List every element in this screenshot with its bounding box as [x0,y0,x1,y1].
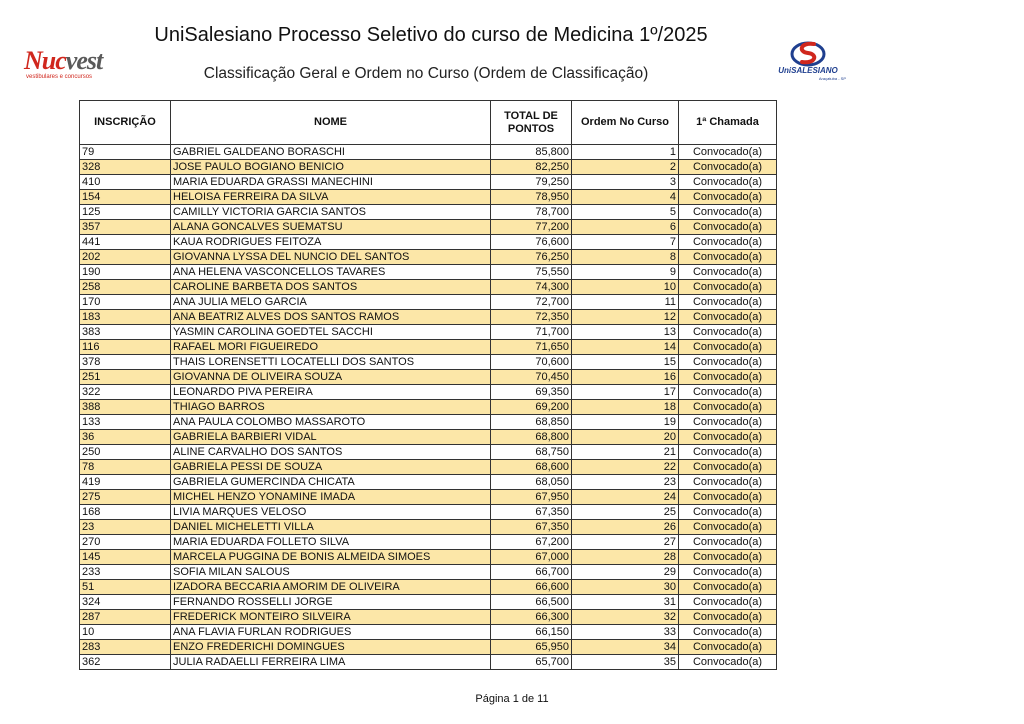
cell-ordem-curso: 2 [572,160,679,175]
column-header-ordem-curso: Ordem No Curso [572,101,679,145]
cell-total-pontos: 67,000 [491,550,572,565]
cell-chamada: Convocado(a) [679,610,777,625]
cell-inscricao: 125 [80,205,171,220]
table-row [80,220,777,235]
cell-chamada: Convocado(a) [679,655,777,670]
cell-nome: MARIA EDUARDA FOLLETO SILVA [171,535,491,550]
cell-chamada: Convocado(a) [679,250,777,265]
cell-ordem-curso: 14 [572,340,679,355]
cell-nome: GABRIELA BARBIERI VIDAL [171,430,491,445]
table-row [80,250,777,265]
cell-chamada: Convocado(a) [679,355,777,370]
cell-total-pontos: 75,550 [491,265,572,280]
cell-total-pontos: 76,250 [491,250,572,265]
cell-total-pontos: 66,600 [491,580,572,595]
cell-ordem-curso: 19 [572,415,679,430]
cell-nome: GIOVANNA DE OLIVEIRA SOUZA [171,370,491,385]
cell-inscricao: 23 [80,520,171,535]
cell-chamada: Convocado(a) [679,280,777,295]
cell-inscricao: 324 [80,595,171,610]
page-subtitle: Classificação Geral e Ordem no Curso (Ordem de Classificação) [203,65,649,82]
cell-nome: ALANA GONCALVES SUEMATSU [171,220,491,235]
table-row [80,310,777,325]
cell-ordem-curso: 30 [572,580,679,595]
cell-inscricao: 190 [80,265,171,280]
table-row [80,655,777,670]
cell-ordem-curso: 20 [572,430,679,445]
table-row [80,400,777,415]
cell-nome: HELOISA FERREIRA DA SILVA [171,190,491,205]
cell-total-pontos: 65,950 [491,640,572,655]
cell-chamada: Convocado(a) [679,265,777,280]
cell-inscricao: 410 [80,175,171,190]
cell-total-pontos: 76,600 [491,235,572,250]
cell-ordem-curso: 27 [572,535,679,550]
cell-inscricao: 441 [80,235,171,250]
cell-chamada: Convocado(a) [679,220,777,235]
cell-nome: GABRIELA GUMERCINDA CHICATA [171,475,491,490]
cell-nome: ALINE CARVALHO DOS SANTOS [171,445,491,460]
cell-chamada: Convocado(a) [679,580,777,595]
table-row [80,565,777,580]
cell-ordem-curso: 35 [572,655,679,670]
cell-nome: FERNANDO ROSSELLI JORGE [171,595,491,610]
cell-nome: MARIA EDUARDA GRASSI MANECHINI [171,175,491,190]
cell-inscricao: 145 [80,550,171,565]
cell-nome: JULIA RADAELLI FERREIRA LIMA [171,655,491,670]
cell-ordem-curso: 8 [572,250,679,265]
cell-nome: SOFIA MILAN SALOUS [171,565,491,580]
table-row [80,160,777,175]
logo-text-dark: vest [65,46,103,75]
cell-total-pontos: 65,700 [491,655,572,670]
cell-chamada: Convocado(a) [679,595,777,610]
cell-total-pontos: 68,800 [491,430,572,445]
logo-tagline: vestibulares e concursos [26,74,93,80]
table-row [80,475,777,490]
cell-inscricao: 287 [80,610,171,625]
cell-nome: FREDERICK MONTEIRO SILVEIRA [171,610,491,625]
table-row [80,175,777,190]
cell-chamada: Convocado(a) [679,400,777,415]
table-row [80,550,777,565]
cell-nome: IZADORA BECCARIA AMORIM DE OLIVEIRA [171,580,491,595]
cell-ordem-curso: 6 [572,220,679,235]
cell-inscricao: 283 [80,640,171,655]
cell-total-pontos: 82,250 [491,160,572,175]
cell-inscricao: 168 [80,505,171,520]
cell-inscricao: 270 [80,535,171,550]
cell-nome: ANA PAULA COLOMBO MASSAROTO [171,415,491,430]
cell-chamada: Convocado(a) [679,535,777,550]
cell-nome: MARCELA PUGGINA DE BONIS ALMEIDA SIMOES [171,550,491,565]
cell-ordem-curso: 12 [572,310,679,325]
cell-ordem-curso: 22 [572,460,679,475]
table-row [80,640,777,655]
cell-total-pontos: 72,350 [491,310,572,325]
cell-chamada: Convocado(a) [679,340,777,355]
cell-total-pontos: 66,300 [491,610,572,625]
cell-nome: THIAGO BARROS [171,400,491,415]
cell-nome: ANA BEATRIZ ALVES DOS SANTOS RAMOS [171,310,491,325]
cell-inscricao: 378 [80,355,171,370]
cell-chamada: Convocado(a) [679,460,777,475]
page-number: Página 1 de 11 [475,693,549,705]
cell-total-pontos: 69,200 [491,400,572,415]
cell-total-pontos: 67,950 [491,490,572,505]
cell-chamada: Convocado(a) [679,295,777,310]
table-row [80,595,777,610]
cell-total-pontos: 85,800 [491,145,572,160]
cell-chamada: Convocado(a) [679,565,777,580]
cell-nome: LIVIA MARQUES VELOSO [171,505,491,520]
cell-total-pontos: 78,950 [491,190,572,205]
cell-total-pontos: 74,300 [491,280,572,295]
cell-total-pontos: 68,050 [491,475,572,490]
cell-inscricao: 116 [80,340,171,355]
cell-total-pontos: 78,700 [491,205,572,220]
cell-inscricao: 36 [80,430,171,445]
unisalesiano-logo [770,38,850,86]
cell-total-pontos: 77,200 [491,220,572,235]
table-body [80,145,777,670]
cell-inscricao: 250 [80,445,171,460]
table-row [80,265,777,280]
cell-nome: DANIEL MICHELETTI VILLA [171,520,491,535]
cell-ordem-curso: 25 [572,505,679,520]
table-row [80,520,777,535]
logo-text-red: Nuc [24,46,66,75]
cell-nome: CAMILLY VICTORIA GARCIA SANTOS [171,205,491,220]
cell-ordem-curso: 18 [572,400,679,415]
cell-inscricao: 51 [80,580,171,595]
cell-ordem-curso: 7 [572,235,679,250]
cell-ordem-curso: 11 [572,295,679,310]
cell-chamada: Convocado(a) [679,445,777,460]
cell-ordem-curso: 9 [572,265,679,280]
table-row [80,280,777,295]
table-row [80,505,777,520]
cell-ordem-curso: 28 [572,550,679,565]
cell-total-pontos: 70,450 [491,370,572,385]
cell-chamada: Convocado(a) [679,310,777,325]
cell-inscricao: 388 [80,400,171,415]
cell-nome: LEONARDO PIVA PEREIRA [171,385,491,400]
cell-nome: THAIS LORENSETTI LOCATELLI DOS SANTOS [171,355,491,370]
cell-nome: MICHEL HENZO YONAMINE IMADA [171,490,491,505]
cell-chamada: Convocado(a) [679,175,777,190]
table-row [80,205,777,220]
cell-nome: GABRIEL GALDEANO BORASCHI [171,145,491,160]
cell-ordem-curso: 4 [572,190,679,205]
column-header-total-pontos: TOTAL DE PONTOS [491,101,572,145]
table-row [80,325,777,340]
cell-total-pontos: 68,750 [491,445,572,460]
cell-total-pontos: 71,700 [491,325,572,340]
column-header-primeira-chamada: 1ª Chamada [679,101,777,145]
cell-total-pontos: 70,600 [491,355,572,370]
cell-total-pontos: 66,150 [491,625,572,640]
cell-inscricao: 133 [80,415,171,430]
cell-chamada: Convocado(a) [679,205,777,220]
cell-inscricao: 357 [80,220,171,235]
page-title: UniSalesiano Processo Seletivo do curso de Medicina 1º/2025 [154,24,708,46]
logo-right-text: UniSALESIANO [778,66,838,75]
cell-total-pontos: 71,650 [491,340,572,355]
table-row [80,370,777,385]
cell-total-pontos: 66,500 [491,595,572,610]
cell-nome: GIOVANNA LYSSA DEL NUNCIO DEL SANTOS [171,250,491,265]
cell-chamada: Convocado(a) [679,385,777,400]
cell-ordem-curso: 3 [572,175,679,190]
cell-inscricao: 322 [80,385,171,400]
cell-inscricao: 233 [80,565,171,580]
cell-chamada: Convocado(a) [679,625,777,640]
cell-chamada: Convocado(a) [679,430,777,445]
cell-ordem-curso: 21 [572,445,679,460]
cell-inscricao: 10 [80,625,171,640]
cell-total-pontos: 72,700 [491,295,572,310]
cell-chamada: Convocado(a) [679,490,777,505]
table-row [80,355,777,370]
cell-inscricao: 258 [80,280,171,295]
cell-ordem-curso: 31 [572,595,679,610]
cell-ordem-curso: 23 [572,475,679,490]
table-row [80,190,777,205]
cell-ordem-curso: 1 [572,145,679,160]
table-row [80,340,777,355]
table-row [80,490,777,505]
cell-inscricao: 202 [80,250,171,265]
cell-inscricao: 275 [80,490,171,505]
cell-ordem-curso: 34 [572,640,679,655]
table-row [80,430,777,445]
cell-inscricao: 79 [80,145,171,160]
table-row [80,235,777,250]
cell-ordem-curso: 17 [572,385,679,400]
cell-chamada: Convocado(a) [679,550,777,565]
cell-chamada: Convocado(a) [679,370,777,385]
column-header-inscricao: INSCRIÇÃO [80,101,171,145]
cell-chamada: Convocado(a) [679,640,777,655]
table-row [80,580,777,595]
cell-nome: RAFAEL MORI FIGUEIREDO [171,340,491,355]
table-row [80,415,777,430]
column-header-nome: NOME [171,101,491,145]
cell-inscricao: 78 [80,460,171,475]
table-row [80,460,777,475]
classification-table [79,100,777,670]
table-row [80,535,777,550]
cell-chamada: Convocado(a) [679,145,777,160]
cell-inscricao: 362 [80,655,171,670]
cell-ordem-curso: 13 [572,325,679,340]
cell-inscricao: 419 [80,475,171,490]
cell-total-pontos: 67,350 [491,505,572,520]
cell-nome: ANA FLAVIA FURLAN RODRIGUES [171,625,491,640]
cell-nome: ANA JULIA MELO GARCIA [171,295,491,310]
cell-chamada: Convocado(a) [679,505,777,520]
unisalesiano-emblem-icon [770,38,846,68]
table-row [80,385,777,400]
cell-total-pontos: 79,250 [491,175,572,190]
cell-nome: ANA HELENA VASCONCELLOS TAVARES [171,265,491,280]
cell-total-pontos: 67,350 [491,520,572,535]
table-row [80,610,777,625]
cell-total-pontos: 67,200 [491,535,572,550]
cell-total-pontos: 68,850 [491,415,572,430]
cell-inscricao: 328 [80,160,171,175]
cell-inscricao: 170 [80,295,171,310]
cell-ordem-curso: 24 [572,490,679,505]
cell-inscricao: 251 [80,370,171,385]
cell-chamada: Convocado(a) [679,190,777,205]
cell-chamada: Convocado(a) [679,520,777,535]
cell-nome: GABRIELA PESSI DE SOUZA [171,460,491,475]
cell-nome: ENZO FREDERICHI DOMINGUES [171,640,491,655]
cell-total-pontos: 68,600 [491,460,572,475]
cell-chamada: Convocado(a) [679,160,777,175]
cell-chamada: Convocado(a) [679,235,777,250]
cell-ordem-curso: 15 [572,355,679,370]
table-row [80,295,777,310]
cell-nome: YASMIN CAROLINA GOEDTEL SACCHI [171,325,491,340]
cell-inscricao: 154 [80,190,171,205]
cell-total-pontos: 66,700 [491,565,572,580]
table-header-row [80,101,777,145]
cell-chamada: Convocado(a) [679,415,777,430]
cell-chamada: Convocado(a) [679,325,777,340]
cell-nome: KAUA RODRIGUES FEITOZA [171,235,491,250]
cell-ordem-curso: 32 [572,610,679,625]
table-row [80,145,777,160]
cell-ordem-curso: 29 [572,565,679,580]
cell-ordem-curso: 26 [572,520,679,535]
cell-inscricao: 183 [80,310,171,325]
cell-ordem-curso: 10 [572,280,679,295]
cell-ordem-curso: 16 [572,370,679,385]
cell-nome: JOSE PAULO BOGIANO BENICIO [171,160,491,175]
logo-right-subtext: Araçatuba - SP [818,76,846,81]
cell-chamada: Convocado(a) [679,475,777,490]
table-row [80,445,777,460]
table-row [80,625,777,640]
cell-total-pontos: 69,350 [491,385,572,400]
cell-nome: CAROLINE BARBETA DOS SANTOS [171,280,491,295]
cell-ordem-curso: 33 [572,625,679,640]
cell-ordem-curso: 5 [572,205,679,220]
cell-inscricao: 383 [80,325,171,340]
